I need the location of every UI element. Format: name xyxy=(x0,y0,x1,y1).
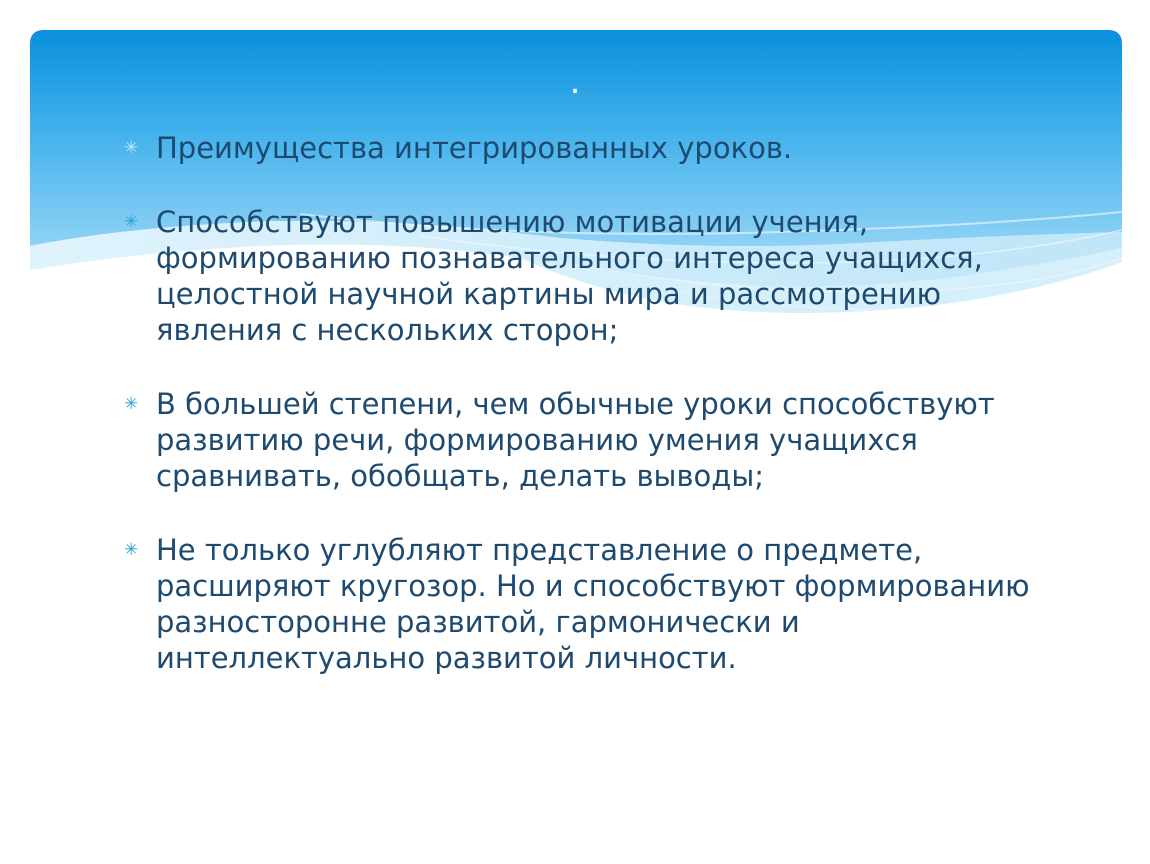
asterisk-bullet-icon: ✳ xyxy=(124,540,139,560)
asterisk-bullet-icon: ✳ xyxy=(124,138,139,158)
list-item xyxy=(120,130,1040,166)
bullet-list xyxy=(120,130,1040,676)
list-item xyxy=(120,532,1040,676)
list-item xyxy=(120,204,1040,348)
slide-title: . xyxy=(569,62,581,102)
list-item-text: Преимущества интегрированных уроков. xyxy=(156,131,793,165)
asterisk-bullet-icon: ✳ xyxy=(124,212,139,232)
asterisk-bullet-icon: ✳ xyxy=(124,394,139,414)
list-item xyxy=(120,386,1040,494)
list-item-text: Не только углубляют представление о предмете, расширяют кругозор. Но и способствуют формированию разносторонне развитой, гармонически и интеллектуально развитой личности. xyxy=(156,533,1030,675)
list-item-text: Способствуют повышению мотивации учения, формированию познавательного интереса учащихся, целостной научной картины мира и рассмотрению явления с нескольких сторон; xyxy=(156,205,983,347)
list-item-text: В большей степени, чем обычные уроки способствуют развитию речи, формированию умения учащихся сравнивать, обобщать, делать выводы; xyxy=(156,387,995,493)
